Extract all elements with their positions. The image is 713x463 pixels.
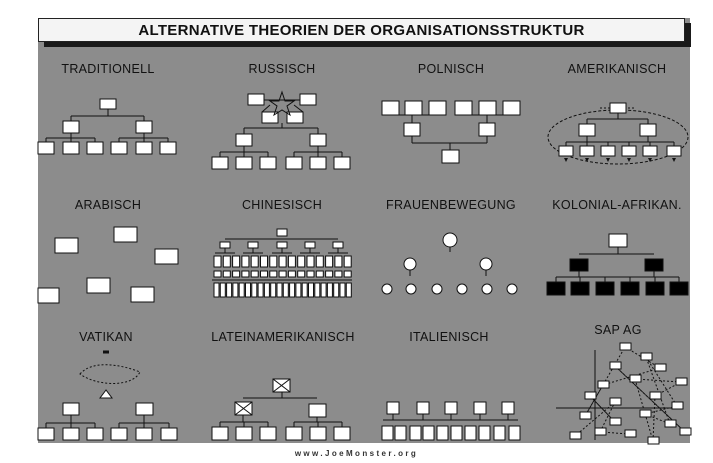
org-box [479, 123, 495, 136]
chart-vatikan [38, 352, 177, 440]
chart-arabisch [38, 227, 178, 303]
org-box [161, 428, 177, 440]
org-box [670, 282, 688, 295]
org-box [279, 271, 286, 277]
org-box [579, 124, 595, 136]
org-box [410, 426, 421, 440]
org-box [316, 271, 323, 277]
org-box [136, 428, 152, 440]
org-circle [432, 284, 442, 294]
org-box [160, 142, 176, 154]
org-box [309, 404, 326, 417]
chart-russisch [212, 92, 350, 169]
org-box [242, 271, 249, 277]
label-kolonial-afrikan: KOLONIAL-AFRIKAN. [552, 198, 682, 212]
org-box [598, 381, 609, 388]
org-box [87, 278, 110, 293]
org-box [570, 432, 581, 439]
chart-frauenbewegung [382, 233, 517, 294]
org-box [451, 426, 462, 440]
org-box [38, 428, 54, 440]
org-box [580, 146, 594, 156]
org-box [236, 157, 252, 169]
org-box [622, 146, 636, 156]
org-box [310, 427, 326, 440]
org-box [277, 283, 282, 297]
org-box [233, 283, 238, 297]
label-frauenbewegung: FRAUENBEWEGUNG [386, 198, 516, 212]
org-box [429, 101, 446, 115]
org-box [227, 283, 232, 297]
org-box [601, 146, 615, 156]
org-box [570, 259, 588, 271]
org-box [290, 283, 295, 297]
org-box [595, 428, 606, 435]
arrow-icon [606, 158, 610, 162]
org-circle [480, 258, 492, 270]
org-box [334, 283, 339, 297]
org-box [214, 256, 221, 267]
org-box [621, 282, 639, 295]
org-box [239, 283, 244, 297]
org-box [344, 271, 351, 277]
org-box [212, 157, 228, 169]
arrow-icon [672, 158, 676, 162]
org-box [298, 271, 305, 277]
org-box [271, 283, 276, 297]
label-chinesisch: CHINESISCH [241, 198, 323, 212]
org-box [136, 121, 152, 133]
org-box [559, 146, 573, 156]
connector-line [635, 379, 681, 382]
org-box [405, 101, 422, 115]
org-circle [482, 284, 492, 294]
org-box [307, 256, 314, 267]
org-box [387, 402, 399, 414]
org-box [580, 412, 591, 419]
org-circle [457, 284, 467, 294]
org-box [288, 256, 295, 267]
org-box [38, 142, 54, 154]
org-box [643, 146, 657, 156]
org-box [382, 426, 393, 440]
org-box [212, 427, 228, 440]
label-traditionell: TRADITIONELL [61, 62, 155, 76]
org-box [610, 103, 626, 113]
chart-polnisch [382, 101, 520, 163]
org-box [327, 283, 332, 297]
org-box [310, 157, 326, 169]
chart-sap-ag [556, 343, 691, 444]
chart-lateinamerikanisch [212, 379, 350, 440]
org-box [63, 428, 79, 440]
org-box [248, 242, 258, 248]
org-box [640, 410, 651, 417]
org-box [114, 227, 137, 242]
org-box [236, 427, 252, 440]
org-circle [507, 284, 517, 294]
org-box [333, 242, 343, 248]
org-box [667, 146, 681, 156]
org-box [630, 375, 641, 382]
org-box [610, 398, 621, 405]
org-box [233, 256, 240, 267]
org-box [279, 256, 286, 267]
org-box [260, 427, 276, 440]
org-box [479, 426, 490, 440]
org-box [609, 234, 627, 247]
org-box [286, 157, 302, 169]
org-box [646, 282, 664, 295]
org-box [645, 259, 663, 271]
org-box [316, 256, 323, 267]
org-box [571, 282, 589, 295]
org-box [277, 229, 287, 236]
org-box [214, 271, 221, 277]
label-arabisch: ARABISCH [74, 198, 142, 212]
org-box [63, 142, 79, 154]
org-box [309, 283, 314, 297]
org-box [286, 427, 302, 440]
org-box [220, 242, 230, 248]
org-box [585, 392, 596, 399]
triangle-icon [100, 390, 112, 398]
org-box [625, 430, 636, 437]
org-box [315, 283, 320, 297]
org-circle [404, 258, 416, 270]
org-box [346, 283, 351, 297]
chart-italienisch [382, 402, 520, 440]
org-box [676, 378, 687, 385]
org-box [63, 403, 79, 415]
footer-credit: www.JoeMonster.org [294, 449, 419, 458]
org-box [465, 426, 476, 440]
org-box [340, 283, 345, 297]
org-box [242, 256, 249, 267]
org-box [417, 402, 429, 414]
org-box [335, 256, 342, 267]
arrow-icon [564, 158, 568, 162]
org-box [277, 242, 287, 248]
org-box [100, 99, 116, 109]
org-box [620, 343, 631, 350]
org-box [655, 364, 666, 371]
org-circle [443, 233, 457, 247]
org-box [404, 123, 420, 136]
org-box [288, 271, 295, 277]
label-italienisch: ITALIENISCH [409, 330, 489, 344]
org-box [223, 256, 230, 267]
org-box [270, 271, 277, 277]
org-circle [382, 284, 392, 294]
org-box [650, 392, 661, 399]
org-box [502, 402, 514, 414]
org-box [672, 402, 683, 409]
org-box [251, 256, 258, 267]
org-box [296, 283, 301, 297]
org-box [55, 238, 78, 253]
org-box [423, 426, 434, 440]
org-box [321, 283, 326, 297]
label-vatikan: VATIKAN [79, 330, 133, 344]
org-box [610, 418, 621, 425]
org-box [38, 288, 59, 303]
org-box [503, 101, 520, 115]
org-box [326, 271, 333, 277]
org-box [307, 271, 314, 277]
org-box [298, 256, 305, 267]
org-box [334, 157, 350, 169]
org-box [395, 426, 406, 440]
title-text: ALTERNATIVE THEORIEN DER ORGANISATIONSSTRUKTUR [138, 21, 585, 39]
label-russisch: RUSSISCH [248, 62, 316, 76]
org-box [155, 249, 178, 264]
label-lateinamerikanisch: LATEINAMERIKANISCH [211, 330, 355, 344]
org-box [214, 283, 219, 297]
org-box [326, 256, 333, 267]
org-box [334, 427, 350, 440]
org-box [300, 94, 316, 105]
org-box [63, 121, 79, 133]
org-box [640, 124, 656, 136]
org-box [455, 101, 472, 115]
org-box [442, 150, 459, 163]
org-box [494, 426, 505, 440]
org-box [283, 283, 288, 297]
org-box [131, 287, 154, 302]
org-box [136, 142, 152, 154]
label-polnisch: POLNISCH [417, 62, 485, 76]
org-box [680, 428, 691, 435]
chart-amerikanisch [548, 103, 688, 164]
org-box [111, 142, 127, 154]
org-box [260, 157, 276, 169]
org-box [305, 242, 315, 248]
org-box [474, 402, 486, 414]
org-box [111, 428, 127, 440]
org-box [302, 283, 307, 297]
org-box [648, 437, 659, 444]
org-box [246, 283, 251, 297]
org-box [445, 402, 457, 414]
org-box [665, 420, 676, 427]
org-box [136, 403, 153, 415]
org-box [641, 353, 652, 360]
org-box [310, 134, 326, 146]
arrow-icon [627, 158, 631, 162]
org-circle [406, 284, 416, 294]
org-box [270, 256, 277, 267]
org-box [87, 428, 103, 440]
org-box [87, 142, 103, 154]
org-box [547, 282, 565, 295]
org-box [261, 256, 268, 267]
org-box [264, 283, 269, 297]
org-box [236, 134, 252, 146]
org-box [251, 271, 258, 277]
org-box [248, 94, 264, 105]
chart-kolonial-afrikan [547, 234, 688, 295]
cloud-shape [80, 365, 140, 384]
connector-line [294, 105, 303, 112]
org-box [596, 282, 614, 295]
org-box [233, 271, 240, 277]
org-box [437, 426, 448, 440]
org-box [220, 283, 225, 297]
org-box [252, 283, 257, 297]
label-sap-ag: SAP AG [594, 323, 642, 337]
org-box [479, 101, 496, 115]
org-box [261, 271, 268, 277]
org-box [344, 256, 351, 267]
org-box [258, 283, 263, 297]
org-box [335, 271, 342, 277]
org-box [610, 362, 621, 369]
chart-chinesisch [212, 229, 352, 297]
arrow-icon [648, 158, 652, 162]
org-box [382, 101, 399, 115]
org-box [223, 271, 230, 277]
connector-line [262, 105, 270, 112]
chart-traditionell [38, 99, 176, 154]
label-amerikanisch: AMERIKANISCH [567, 62, 667, 76]
org-box [509, 426, 520, 440]
